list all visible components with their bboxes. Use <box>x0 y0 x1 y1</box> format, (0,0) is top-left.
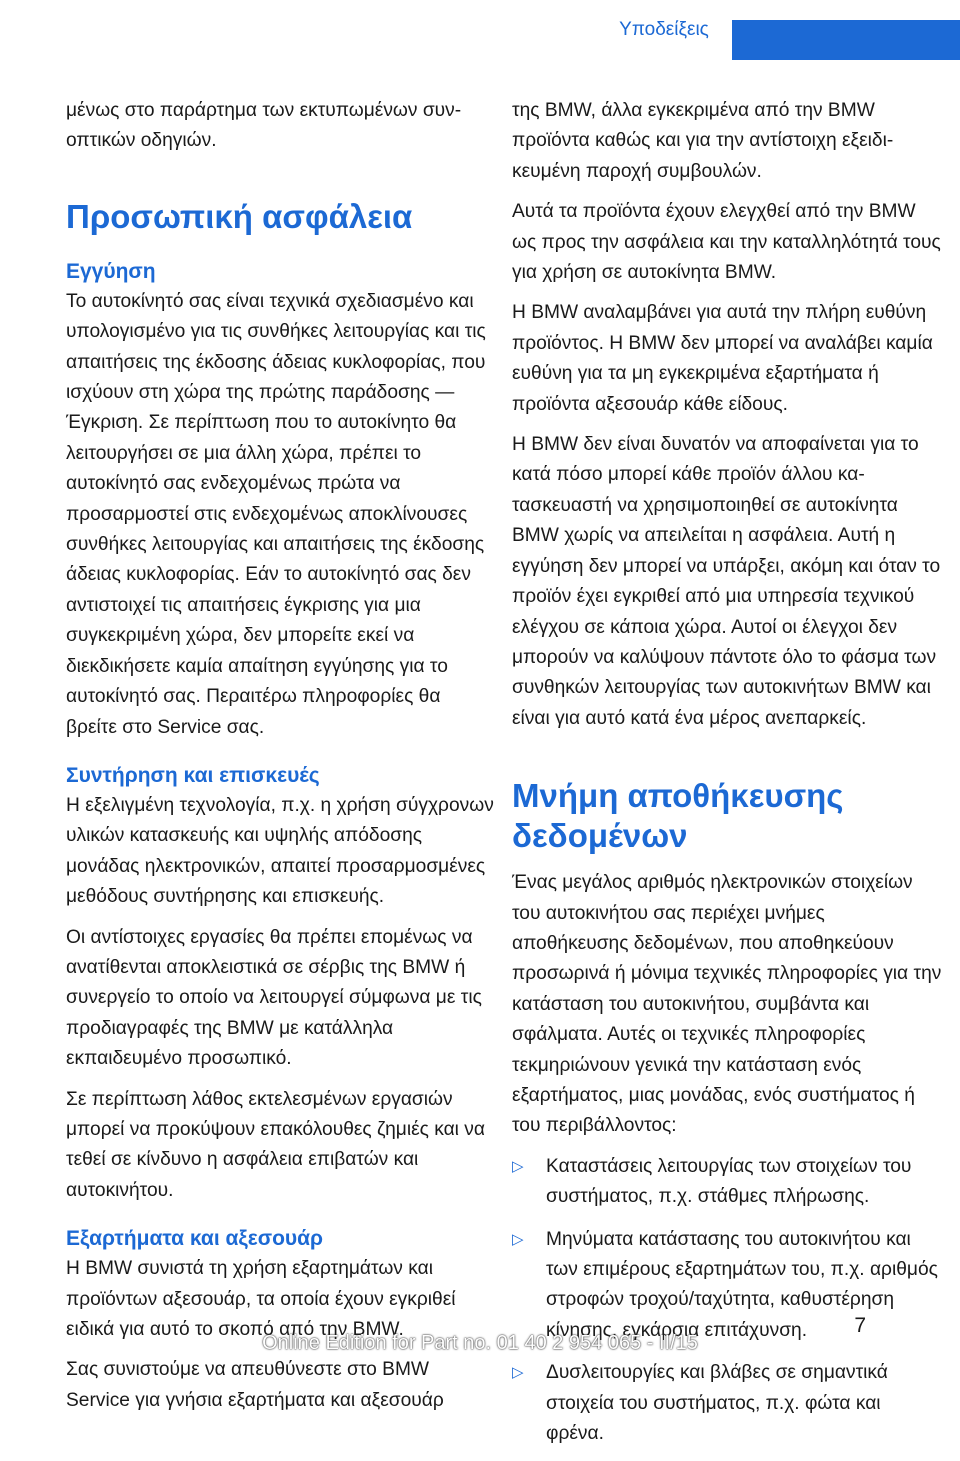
page-number: 7 <box>854 1314 866 1337</box>
maintenance-paragraph-3: Σε περίπτωση λάθος εκτελεσμένων εργασιών μπορεί να προκύψουν επακόλουθες ζημιές και να τεθεί σε κίνδυνο η ασφάλεια επιβατών και αυτοκινήτου. <box>66 1088 485 1201</box>
list-item-text: Δυσλειτουργίες και βλάβες σε σημαντικά στοιχεία του συστήματος, π.χ. φώτα και φρένα. <box>546 1362 888 1445</box>
triangle-bullet-icon: ▷ <box>512 1230 524 1248</box>
products-tested-paragraph: Αυτά τα προϊόντα έχουν ελεγχθεί από την BMW ως προς την ασφάλεια και την καταλληλότητά τους για χρήση σε αυτοκίνητα BMW. <box>512 201 941 284</box>
triangle-bullet-icon: ▷ <box>512 1364 524 1382</box>
liability-paragraph: Η BMW αναλαμβάνει για αυτά την πλήρη ευθύνη προϊόντος. Η BMW δεν μπορεί να αναλάβει καμία ευθύνη για τα μη εγκεκριμένα εξαρτήματα ή προϊόντα αξεσουάρ κάθε είδους. <box>512 302 933 415</box>
parts-heading: Εξαρτήματα και αξεσουάρ <box>66 1227 324 1251</box>
triangle-bullet-icon: ▷ <box>512 1157 524 1175</box>
warranty-text: Το αυτοκίνητό σας είναι τεχνικά σχεδιασμένο και υπολογισμένο για τις συνθήκες λειτουργίας και τις απαιτήσεις της έκδοσης άδειας κυκλοφορίας, που ισχύουν στη χώρα της πρώτης παράδοσης — Έγκριση. Σε περίπτωση που το αυτοκίνητο θα λειτουργήσει σε μια άλλη χώρα, πρέπει το αυτοκίνητό σας ενδεχομένως πρώτα να προσαρμοστεί στις ενδεχομένως αποκλίνουσες συνθήκες λειτουργίας και απαιτήσεις της έκδοσης άδειας κυκλοφορίας. Εάν το αυτοκίνητό σας δεν αντιστοιχεί τις απαιτήσεις έγκρισης για μια συγκεκριμένη χώρα, δεν μπορείτε εκεί να διεκδικήσετε καμία απαίτηση εγγύησης για το αυτοκίνητό σας. Περαιτέρω πληροφορίες θα βρείτε στο Service σας. <box>66 290 486 738</box>
data-memory-paragraph: Ένας μεγάλος αριθμός ηλεκτρονικών στοιχείων του αυτοκινήτου σας περιέχει μνήμες αποθήκευσης δεδομένων, που αποθηκεύουν προσωρινά ή μόνιμα τεχνικές πληροφορίες για την κατάσταση του αυτοκινήτου, συμβάντα και σφάλματα. Αυτές οι τεχνικές πληροφορίες τεκμηριώνουν γενικά την κατάσταση ενός εξαρτήματος, μιας μονάδας, ενός συστήματος ή του περιβάλλοντος: <box>512 872 942 1137</box>
list-item <box>512 1358 942 1449</box>
left-column <box>66 96 496 1426</box>
parts-paragraph-1: Η BMW συνιστά τη χρήση εξαρτημάτων και προϊόντων αξεσουάρ, τα οποία έχουν εγκριθεί ειδικά για αυτό το σκοπό από την BMW. <box>66 1258 456 1340</box>
parts-paragraph-2: Σας συνιστούμε να απευθύνεστε στο BMW Service για γνήσια εξαρτήματα και αξεσουάρ <box>66 1359 444 1411</box>
header-accent-bar <box>732 20 960 60</box>
personal-safety-heading: Προσωπική ασφάλεια <box>66 197 413 235</box>
data-memory-list <box>512 1152 942 1450</box>
third-party-paragraph: Η BMW δεν είναι δυνατόν να αποφαίνεται για το κατά πόσο μπορεί κάθε προϊόν άλλου κατασκευαστή να χρησιμοποιηθεί σε αυτοκίνητα BMW χωρίς να απειλείται η ασφάλεια. Αυτή η εγγύηση δεν μπορεί να υπάρξει, ακόμη και όταν το προϊόν έχει εγκριθεί από μια υπηρεσία τεχνικού ελέγχου σε κάποια χώρα. Αυτοί οι έλεγχοι δεν μπορούν να καλύψουν πάντοτε όλο το φάσμα των συνθηκών λειτουργίας των αυτοκινήτων BMW και είναι για αυτό κατά ένα μέρος ανεπαρκείς. <box>512 434 941 729</box>
warranty-heading: Εγγύηση <box>66 259 156 283</box>
data-memory-heading: Μνήμη αποθήκευσης δεδομένων <box>512 777 844 855</box>
list-item-text: Μηνύματα κατάστασης του αυτοκινήτου και των επιμέρους εξαρτημάτων του, π.χ. αριθμός στροφών τροχού/ταχύτητα, καθυστέρηση κίνησης, εγκάρσια επιτάχυνση. <box>546 1228 938 1341</box>
maintenance-paragraph-1: Η εξελιγμένη τεχνολογία, π.χ. η χρήση σύγχρονων υλικών κατασκευής και υψηλής απόδοσης μονάδας ηλεκτρονικών, απαιτεί προσαρμοσμένες μεθόδους συντήρησης και επισκευής. <box>66 794 494 908</box>
section-title: Υποδείξεις <box>619 19 709 40</box>
intro-paragraph: μένως στο παράρτημα των εκτυπωμένων συνοπτικών οδηγιών. <box>66 100 462 152</box>
list-item <box>512 1152 942 1213</box>
right-column <box>512 96 942 1461</box>
maintenance-heading: Συντήρηση και επισκευές <box>66 763 320 787</box>
maintenance-paragraph-2: Οι αντίστοιχες εργασίες θα πρέπει επομένως να ανατίθενται αποκλειστικά σε σέρβις της BMW ή συνεργείο το οποίο να λειτουργεί σύμφωνα με τις προδιαγραφές της BMW με κατάλληλα εκπαιδευμένο προσωπικό. <box>66 926 482 1070</box>
parts-paragraph-continued: της BMW, άλλα εγκεκριμένα από την BMW προϊόντα καθώς και για την αντίστοιχη εξειδικευμένη παροχή συμβουλών. <box>512 100 894 182</box>
list-item-text: Καταστάσεις λειτουργίας των στοιχείων του συστήματος, π.χ. στάθμες πλήρωσης. <box>546 1155 912 1208</box>
footer-edition-text: Online Edition for Part no. 01 40 2 954 065 - II/15 <box>262 1332 698 1354</box>
list-item <box>512 1225 942 1347</box>
